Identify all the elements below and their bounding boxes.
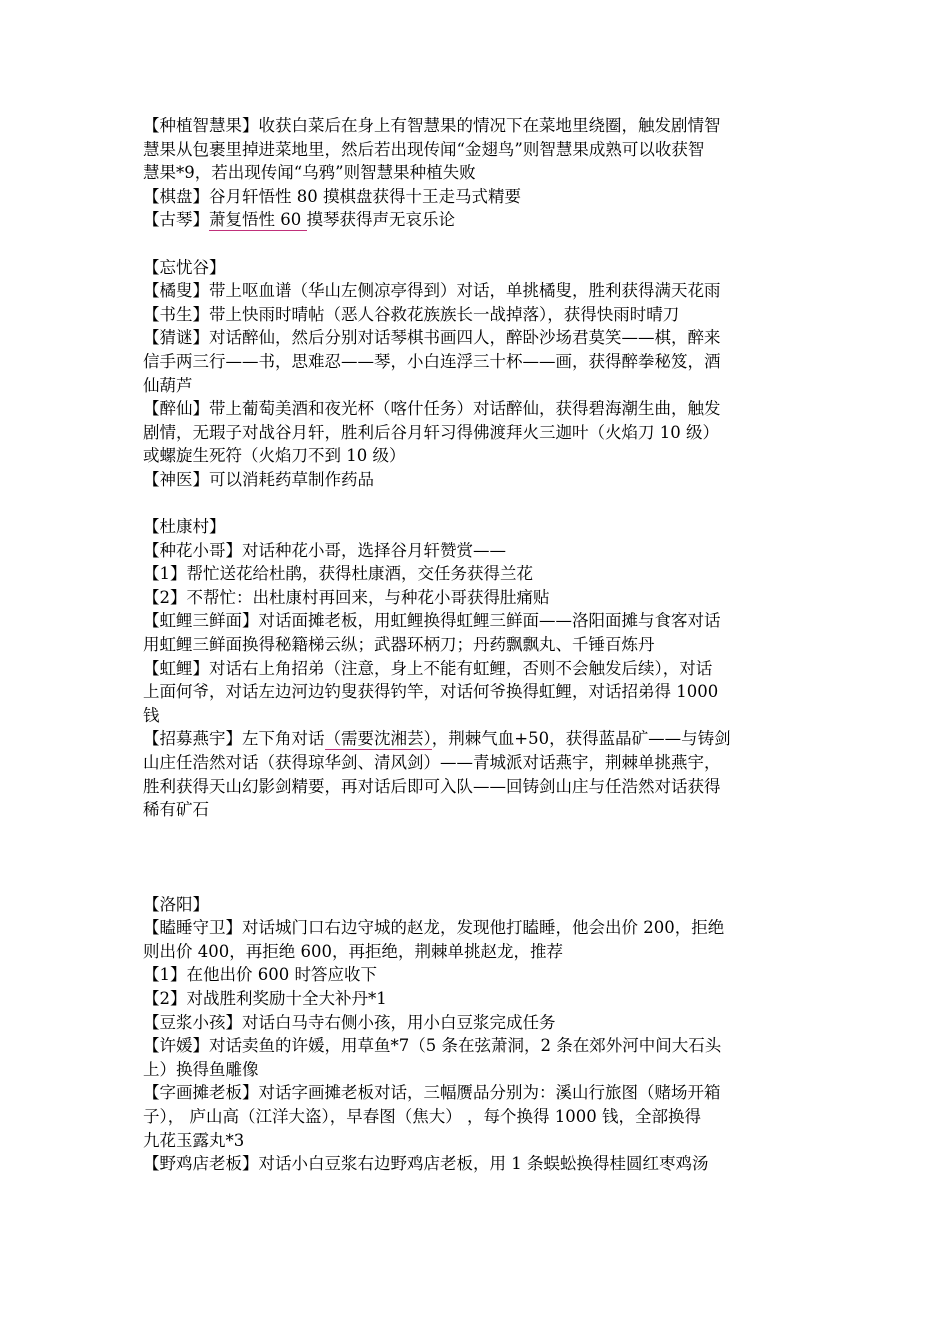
text-line: 上面何爷，对话左边河边钓叟获得钓竿，对话何爷换得虹鲤，对话招弟得 1000 bbox=[143, 682, 719, 702]
text-line: 则出价 400，再拒绝 600，再拒绝，荆棘单挑赵龙，推荐 bbox=[143, 941, 563, 961]
text-line: 【棋盘】谷月轩悟性 80 摸棋盘获得十王走马式精要 bbox=[143, 186, 521, 206]
text-line: 【虹鲤】对话右上角招弟（注意，身上不能有虹鲤，否则不会触发后续），对话 bbox=[143, 658, 713, 678]
text-line: 胜利获得天山幻影剑精要，再对话后即可入队——回铸剑山庄与任浩然对话获得 bbox=[143, 776, 721, 796]
text-line: 【野鸡店老板】对话小白豆浆右边野鸡店老板，用 1 条蜈蚣换得桂圆红枣鸡汤 bbox=[143, 1154, 709, 1174]
text-line: 【许媛】对话卖鱼的许媛，用草鱼*7（5 条在弦萧洞，2 条在郊外河中间大石头 bbox=[143, 1036, 722, 1056]
text-line: 【1】帮忙送花给杜鹃，获得杜康酒，交任务获得兰花 bbox=[143, 564, 533, 584]
text-segment: 【招募燕宇】左下角对话 bbox=[143, 729, 325, 749]
text-line: 信手两三行——书，思难忍——琴，小白连浮三十杯——画，获得醉拳秘笈，酒 bbox=[143, 351, 721, 371]
text-line: 仙葫芦 bbox=[143, 375, 193, 395]
blank-line bbox=[143, 822, 813, 846]
text-line: 钱 bbox=[143, 705, 160, 725]
text-line: 【醉仙】带上葡萄美酒和夜光杯（喀什任务）对话醉仙，获得碧海潮生曲，触发 bbox=[143, 399, 721, 419]
text-segment: 摸琴获得声无哀乐论 bbox=[306, 210, 455, 230]
section-heading: 【杜康村】 bbox=[143, 517, 226, 537]
text-line: 慧果*9，若出现传闻“乌鸦”则智慧果种植失败 bbox=[143, 163, 476, 183]
text-line: 【橘叟】带上呕血谱（华山左侧凉亭得到）对话，单挑橘叟，胜利获得满天花雨 bbox=[143, 281, 721, 301]
text-line: 用虹鲤三鲜面换得秘籍梯云纵；武器环柄刀；丹药飘飘丸、千锤百炼丹 bbox=[143, 635, 655, 655]
text-line: 【2】对战胜利奖励十全大补丹*1 bbox=[143, 988, 387, 1008]
text-line: 【书生】带上快雨时晴帖（恶人谷救花族族长一战掉落），获得快雨时晴刀 bbox=[143, 304, 680, 324]
text-line: 【瞌睡守卫】对话城门口右边守城的赵龙，发现他打瞌睡，他会出价 200，拒绝 bbox=[143, 918, 725, 938]
text-line: 【种植智慧果】收获白菜后在身上有智慧果的情况下在菜地里绕圈，触发剧情智 bbox=[143, 116, 721, 135]
text-segment: 【古琴】 bbox=[143, 210, 209, 230]
text-line: 剧情，无瑕子对战谷月轩，胜利后谷月轩习得佛渡拜火三迦叶（火焰刀 10 级） bbox=[143, 422, 719, 442]
text-line: 稀有矿石 bbox=[143, 800, 209, 820]
text-line: 【虹鲤三鲜面】对话面摊老板，用虹鲤换得虹鲤三鲜面——洛阳面摊与食客对话 bbox=[143, 611, 721, 631]
text-line: 【猜谜】对话醉仙，然后分别对话琴棋书画四人，醉卧沙场君莫笑——棋，醉来 bbox=[143, 328, 721, 348]
section-heading: 【忘忧谷】 bbox=[143, 257, 226, 277]
blank-line bbox=[143, 232, 813, 256]
text-line bbox=[143, 208, 813, 232]
text-line: 【2】不帮忙：出杜康村再回来，与种花小哥获得肚痛贴 bbox=[143, 587, 550, 607]
text-line: 上）换得鱼雕像 bbox=[143, 1059, 259, 1079]
underlined-text: 萧复悟性 60 bbox=[209, 210, 307, 230]
text-line: 子）， 庐山高（江洋大盗），早春图（焦大） ，每个换得 1000 钱，全部换得 bbox=[143, 1106, 701, 1126]
text-segment: ，荆棘气血+50，获得蓝晶矿——与铸剑 bbox=[431, 729, 731, 749]
text-line: 【豆浆小孩】对话白马寺右侧小孩，用小白豆浆完成任务 bbox=[143, 1012, 556, 1032]
text-line: 【1】在他出价 600 时答应收下 bbox=[143, 965, 377, 985]
text-line: 慧果从包裹里掉进菜地里，然后若出现传闻“金翅鸟”则智慧果成熟可以收获智 bbox=[143, 139, 705, 159]
text-line: 或螺旋生死符（火焰刀不到 10 级） bbox=[143, 446, 406, 466]
text-line: 【字画摊老板】对话字画摊老板对话，三幅赝品分别为：溪山行旅图（赌场开箱 bbox=[143, 1083, 721, 1103]
text-line: 【种花小哥】对话种花小哥，选择谷月轩赞赏—— bbox=[143, 540, 506, 560]
text-line: 九花玉露丸*3 bbox=[143, 1130, 245, 1150]
section-heading: 【洛阳】 bbox=[143, 894, 209, 914]
underlined-text: （需要沈湘芸） bbox=[324, 729, 432, 749]
blank-line bbox=[143, 492, 813, 516]
text-line: 【神医】可以消耗药草制作药品 bbox=[143, 469, 374, 489]
text-line: 山庄任浩然对话（获得琼华剑、清风剑）——青城派对话燕宇，荆棘单挑燕宇， bbox=[143, 753, 721, 773]
blank-line bbox=[143, 845, 813, 869]
document-page bbox=[143, 114, 813, 1176]
blank-line bbox=[143, 869, 813, 893]
text-line bbox=[143, 727, 813, 751]
